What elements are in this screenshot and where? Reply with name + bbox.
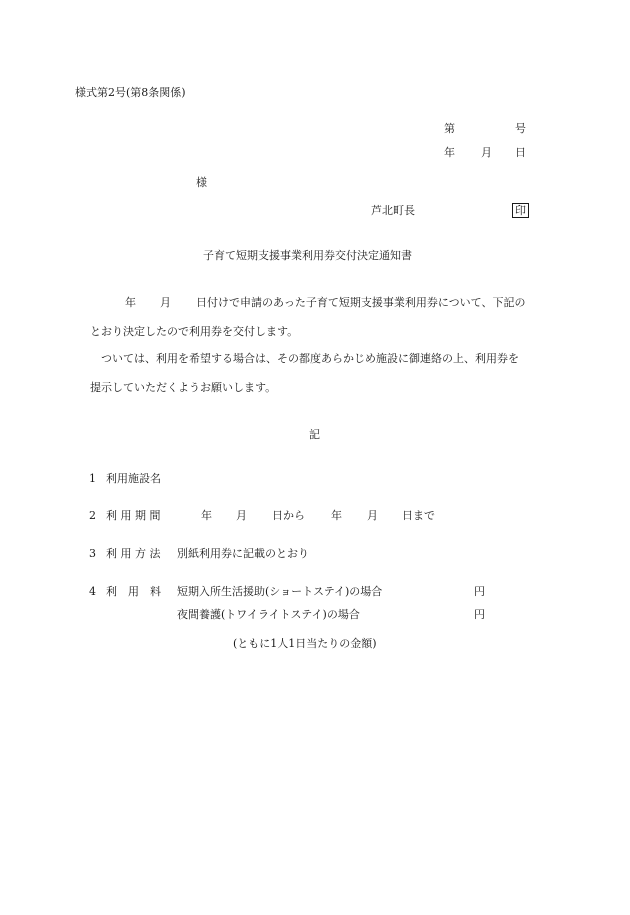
item-3-label: 利 用 方 法 [106, 547, 161, 560]
body-line-2: とおり決定したので利用券を交付します。 [90, 325, 299, 338]
item-2-label: 利 用 期 間 [106, 509, 161, 522]
fee-twilight-stay-unit: 円 [474, 608, 485, 621]
fee-note: (ともに1人1日当たりの金額) [233, 637, 377, 650]
body-line-4: 提示していただくようお願いします。 [90, 381, 277, 394]
ki-heading: 記 [309, 428, 320, 441]
date-month: 月 [481, 146, 492, 159]
item-4-label: 利 用 料 [106, 585, 161, 598]
document-title: 子育て短期支援事業利用券交付決定通知書 [203, 249, 412, 262]
seal-mark: 印 [512, 203, 529, 218]
date-day: 日 [515, 146, 526, 159]
period-start-year: 年 [201, 509, 212, 522]
issuer-name: 芦北町長 [371, 204, 415, 217]
body-line-3: ついては、利用を希望する場合は、その都度あらかじめ施設に御連絡の上、利用券を [101, 352, 519, 365]
item-1-label: 利用施設名 [106, 472, 161, 485]
addressee-suffix: 様 [196, 176, 207, 189]
period-end-day: 日まで [402, 509, 435, 522]
body-line-1: 日付けで申請のあった子育て短期支援事業利用券について、下記の [196, 296, 526, 309]
item-1-number: 1 [89, 472, 96, 485]
item-2-number: 2 [89, 509, 96, 522]
item-3-number: 3 [89, 547, 96, 560]
fee-twilight-stay: 夜間養護(トワイライトステイ)の場合 [177, 608, 360, 621]
doc-number-prefix: 第 [444, 122, 455, 135]
body-year: 年 [125, 296, 136, 309]
item-3-value: 別紙利用券に記載のとおり [177, 547, 309, 560]
body-month: 月 [160, 296, 171, 309]
period-start-day: 日から [272, 509, 305, 522]
form-label: 様式第2号(第8条関係) [75, 86, 186, 99]
period-end-year: 年 [331, 509, 342, 522]
period-end-month: 月 [367, 509, 378, 522]
item-4-number: 4 [89, 585, 96, 598]
fee-short-stay-unit: 円 [474, 585, 485, 598]
period-start-month: 月 [236, 509, 247, 522]
doc-number-suffix: 号 [515, 122, 526, 135]
date-year: 年 [444, 146, 455, 159]
fee-short-stay: 短期入所生活援助(ショートステイ)の場合 [177, 585, 383, 598]
